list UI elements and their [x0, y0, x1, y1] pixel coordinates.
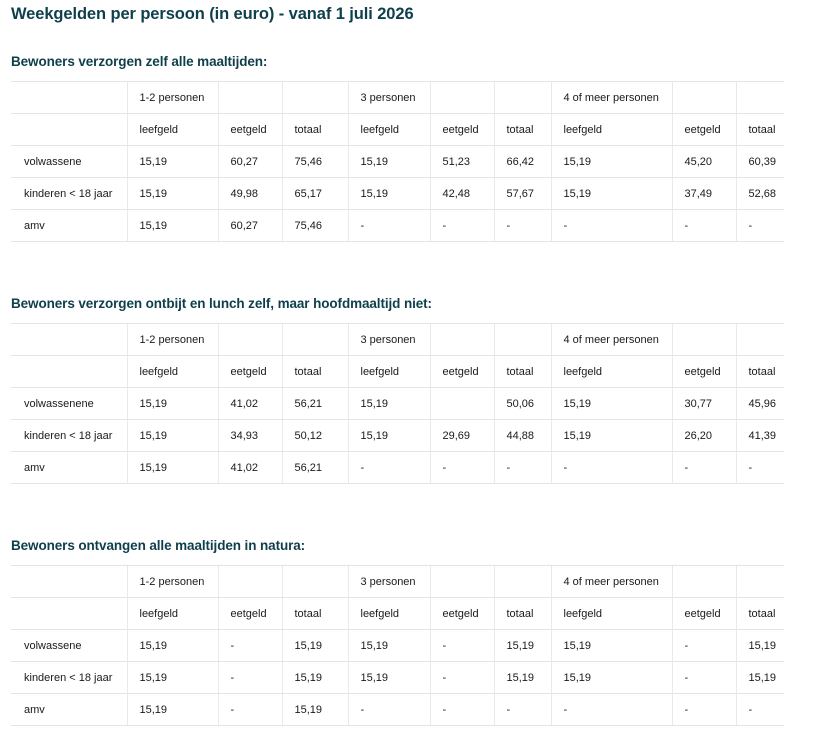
- section-title-zelf-alle: Bewoners verzorgen zelf alle maaltijden:: [11, 54, 268, 69]
- row-label-cell: amv: [11, 694, 127, 726]
- table-cell: [218, 82, 282, 114]
- table-cell: 15,19: [494, 662, 551, 694]
- table-cell: [430, 388, 494, 420]
- table-cell: 15,19: [282, 694, 348, 726]
- table-cell: 15,19: [127, 630, 218, 662]
- table-cell: 1-2 personen: [127, 324, 218, 356]
- table-row: [11, 420, 784, 452]
- table-cell: [672, 82, 736, 114]
- row-label-cell: amv: [11, 210, 127, 242]
- table-cell: totaal: [736, 598, 784, 630]
- row-label-cell: [11, 114, 127, 146]
- row-label-cell: volwassenene: [11, 388, 127, 420]
- table-cell: 56,21: [282, 388, 348, 420]
- group-header-row: [11, 82, 784, 114]
- table-cell: 15,19: [127, 388, 218, 420]
- table-cell: 41,02: [218, 388, 282, 420]
- table-cell: 1-2 personen: [127, 82, 218, 114]
- table-cell: [282, 82, 348, 114]
- table-cell: totaal: [282, 598, 348, 630]
- table-cell: [736, 566, 784, 598]
- table-cell: -: [348, 694, 430, 726]
- table-cell: 60,39: [736, 146, 784, 178]
- table-cell: totaal: [494, 598, 551, 630]
- table-cell: 51,23: [430, 146, 494, 178]
- table-cell: [430, 324, 494, 356]
- table-cell: -: [672, 630, 736, 662]
- table-cell: 34,93: [218, 420, 282, 452]
- table-cell: -: [430, 694, 494, 726]
- table-cell: 15,19: [551, 420, 672, 452]
- table-cell: [672, 324, 736, 356]
- table-cell: totaal: [736, 356, 784, 388]
- table-cell: -: [494, 694, 551, 726]
- table-cell: 15,19: [127, 452, 218, 484]
- table-cell: 50,12: [282, 420, 348, 452]
- table-cell: 4 of meer personen: [551, 82, 672, 114]
- table-cell: 26,20: [672, 420, 736, 452]
- table-cell: 65,17: [282, 178, 348, 210]
- table-row: [11, 210, 784, 242]
- table-cell: 41,02: [218, 452, 282, 484]
- row-label-cell: volwassene: [11, 146, 127, 178]
- column-header-row: [11, 114, 784, 146]
- table-cell: 15,19: [736, 630, 784, 662]
- table-cell: eetgeld: [430, 598, 494, 630]
- table-cell: -: [430, 210, 494, 242]
- row-label-cell: [11, 598, 127, 630]
- table-cell: 15,19: [551, 146, 672, 178]
- row-label-cell: kinderen < 18 jaar: [11, 178, 127, 210]
- table-cell: eetgeld: [218, 598, 282, 630]
- table-cell: 15,19: [348, 630, 430, 662]
- table-cell: -: [736, 452, 784, 484]
- page-title: Weekgelden per persoon (in euro) - vanaf 1 juli 2026: [11, 5, 414, 23]
- row-label-cell: kinderen < 18 jaar: [11, 420, 127, 452]
- table-cell: [218, 324, 282, 356]
- table-cell: totaal: [494, 114, 551, 146]
- table-cell: 4 of meer personen: [551, 324, 672, 356]
- row-label-cell: [11, 356, 127, 388]
- table-cell: 15,19: [127, 146, 218, 178]
- table-cell: [736, 82, 784, 114]
- table-cell: eetgeld: [218, 356, 282, 388]
- table-cell: [218, 566, 282, 598]
- table-cell: 75,46: [282, 146, 348, 178]
- table-cell: 30,77: [672, 388, 736, 420]
- table-cell: 1-2 personen: [127, 566, 218, 598]
- table-row: [11, 694, 784, 726]
- group-header-row: [11, 324, 784, 356]
- group-header-row: [11, 566, 784, 598]
- table-cell: -: [736, 694, 784, 726]
- table-cell: eetgeld: [430, 356, 494, 388]
- table-cell: -: [348, 210, 430, 242]
- table-row: [11, 452, 784, 484]
- table-cell: totaal: [494, 356, 551, 388]
- table-cell: [430, 566, 494, 598]
- table-cell: leefgeld: [127, 356, 218, 388]
- table-cell: 15,19: [736, 662, 784, 694]
- row-label-cell: volwassene: [11, 630, 127, 662]
- table-cell: -: [430, 630, 494, 662]
- table-row: [11, 178, 784, 210]
- table-cell: 60,27: [218, 146, 282, 178]
- table-cell: 15,19: [551, 630, 672, 662]
- table-cell: leefgeld: [551, 598, 672, 630]
- table-cell: 42,48: [430, 178, 494, 210]
- table-cell: -: [430, 452, 494, 484]
- table-cell: 56,21: [282, 452, 348, 484]
- table-cell: -: [494, 210, 551, 242]
- table-cell: -: [551, 210, 672, 242]
- table-cell: [494, 566, 551, 598]
- table-cell: totaal: [282, 114, 348, 146]
- table-cell: 15,19: [551, 178, 672, 210]
- table-in-natura: [11, 565, 784, 726]
- column-header-row: [11, 356, 784, 388]
- table-cell: eetgeld: [672, 356, 736, 388]
- table-cell: 29,69: [430, 420, 494, 452]
- table-cell: leefgeld: [348, 598, 430, 630]
- table-cell: [494, 82, 551, 114]
- table-cell: [282, 324, 348, 356]
- table-cell: leefgeld: [551, 114, 672, 146]
- table-cell: 15,19: [127, 210, 218, 242]
- table-cell: eetgeld: [672, 598, 736, 630]
- row-label-cell: [11, 324, 127, 356]
- table-cell: 52,68: [736, 178, 784, 210]
- table-cell: -: [672, 694, 736, 726]
- table-cell: [672, 566, 736, 598]
- table-cell: eetgeld: [672, 114, 736, 146]
- table-cell: 45,96: [736, 388, 784, 420]
- table-cell: totaal: [282, 356, 348, 388]
- table-cell: 37,49: [672, 178, 736, 210]
- table-cell: 15,19: [127, 420, 218, 452]
- table-cell: 3 personen: [348, 566, 430, 598]
- table-cell: 15,19: [348, 388, 430, 420]
- table-cell: -: [430, 662, 494, 694]
- table-cell: 15,19: [348, 178, 430, 210]
- table-cell: eetgeld: [430, 114, 494, 146]
- table-cell: leefgeld: [348, 114, 430, 146]
- row-label-cell: amv: [11, 452, 127, 484]
- table-cell: -: [551, 452, 672, 484]
- table-cell: 15,19: [282, 662, 348, 694]
- table-cell: eetgeld: [218, 114, 282, 146]
- section-title-ontbijt-lunch: Bewoners verzorgen ontbijt en lunch zelf, maar hoofdmaaltijd niet:: [11, 296, 432, 311]
- table-ontbijt-lunch: [11, 323, 784, 484]
- table-cell: -: [494, 452, 551, 484]
- row-label-cell: [11, 566, 127, 598]
- table-cell: leefgeld: [551, 356, 672, 388]
- table-cell: [282, 566, 348, 598]
- table-cell: -: [218, 662, 282, 694]
- table-cell: 15,19: [127, 178, 218, 210]
- table-cell: 60,27: [218, 210, 282, 242]
- table-cell: -: [672, 452, 736, 484]
- table-cell: 15,19: [551, 388, 672, 420]
- table-cell: 15,19: [348, 420, 430, 452]
- table-cell: 15,19: [282, 630, 348, 662]
- table-cell: 15,19: [127, 662, 218, 694]
- table-cell: 3 personen: [348, 82, 430, 114]
- table-cell: 57,67: [494, 178, 551, 210]
- table-cell: -: [672, 662, 736, 694]
- row-label-cell: [11, 82, 127, 114]
- table-row: [11, 388, 784, 420]
- table-cell: 4 of meer personen: [551, 566, 672, 598]
- table-cell: [736, 324, 784, 356]
- table-cell: 15,19: [348, 662, 430, 694]
- table-cell: totaal: [736, 114, 784, 146]
- table-row: [11, 630, 784, 662]
- table-cell: leefgeld: [127, 598, 218, 630]
- table-cell: 3 personen: [348, 324, 430, 356]
- table-cell: -: [218, 694, 282, 726]
- table-cell: [494, 324, 551, 356]
- table-cell: 45,20: [672, 146, 736, 178]
- table-cell: -: [736, 210, 784, 242]
- table-cell: 15,19: [348, 146, 430, 178]
- column-header-row: [11, 598, 784, 630]
- table-cell: 15,19: [127, 694, 218, 726]
- table-cell: 66,42: [494, 146, 551, 178]
- table-cell: 41,39: [736, 420, 784, 452]
- table-cell: -: [348, 452, 430, 484]
- table-row: [11, 146, 784, 178]
- table-cell: -: [672, 210, 736, 242]
- table-cell: leefgeld: [127, 114, 218, 146]
- table-cell: 49,98: [218, 178, 282, 210]
- table-cell: leefgeld: [348, 356, 430, 388]
- table-cell: -: [551, 694, 672, 726]
- table-cell: -: [218, 630, 282, 662]
- table-cell: 44,88: [494, 420, 551, 452]
- table-cell: [430, 82, 494, 114]
- table-cell: 50,06: [494, 388, 551, 420]
- table-row: [11, 662, 784, 694]
- section-title-in-natura: Bewoners ontvangen alle maaltijden in natura:: [11, 538, 306, 553]
- table-cell: 75,46: [282, 210, 348, 242]
- row-label-cell: kinderen < 18 jaar: [11, 662, 127, 694]
- table-cell: 15,19: [494, 630, 551, 662]
- table-zelf-alle: [11, 81, 784, 242]
- table-cell: 15,19: [551, 662, 672, 694]
